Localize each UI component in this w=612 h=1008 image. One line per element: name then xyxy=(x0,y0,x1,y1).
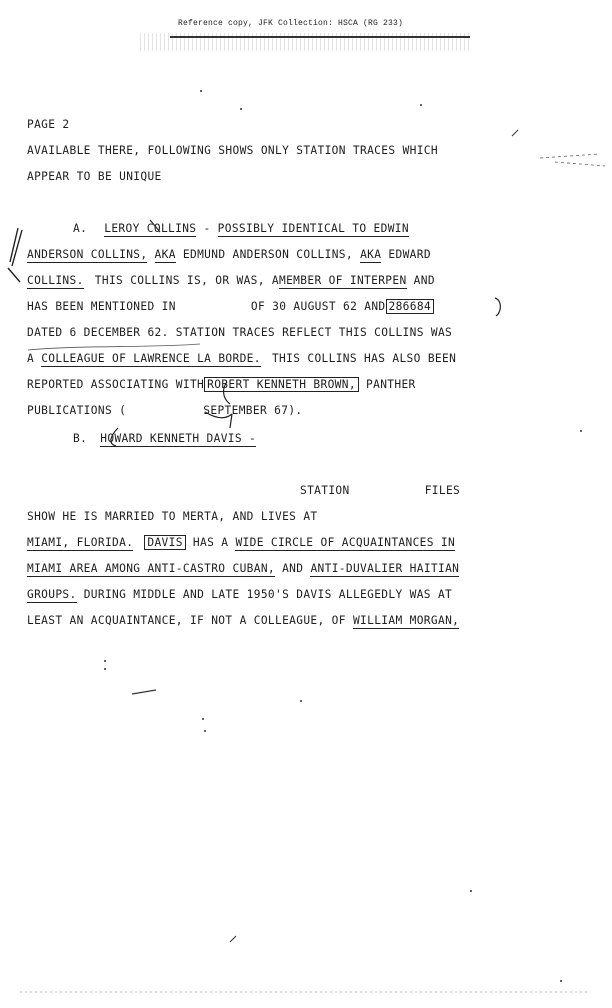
scan-speck xyxy=(420,104,422,106)
paragraph-line-2: APPEAR TO BE UNIQUE xyxy=(27,170,162,183)
scan-speck xyxy=(104,660,106,662)
item-a-dash: - xyxy=(203,222,211,235)
during-1950s: DURING MIDDLE AND LATE 1950'S DAVIS ALLEGEDLY WAS AT xyxy=(83,588,453,601)
scan-speck xyxy=(202,718,204,720)
william-morgan: WILLIAM MORGAN, xyxy=(352,614,460,627)
edmund-collins: EDMUND ANDERSON COLLINS, xyxy=(182,248,353,261)
paragraph-line-1: AVAILABLE THERE, FOLLOWING SHOWS ONLY STATION TRACES WHICH xyxy=(27,144,438,157)
item-a-marker: A. xyxy=(73,222,88,235)
panther: PANTHER xyxy=(366,378,416,391)
item-a-name: LEROY COLLINS xyxy=(104,222,197,235)
item-b-line-2: SHOW HE IS MARRIED TO MERTA, AND LIVES AT xyxy=(27,510,318,523)
davis-box: DAVIS xyxy=(144,535,185,550)
files-word: FILES xyxy=(424,484,461,497)
scan-speck xyxy=(240,108,242,110)
wide-circle: WIDE CIRCLE OF ACQUAINTANCES IN xyxy=(235,536,456,549)
and-word-2: AND xyxy=(282,562,304,575)
of-30-august: OF 30 AUGUST 62 AND xyxy=(250,300,386,313)
collins-is-was: THIS COLLINS IS, OR WAS, A xyxy=(94,274,280,287)
scan-speck xyxy=(104,668,106,670)
station-word: STATION xyxy=(300,484,350,497)
scan-speck xyxy=(560,980,562,982)
publications: PUBLICATIONS ( xyxy=(27,404,127,417)
scan-speck xyxy=(580,430,582,432)
has-a: HAS A xyxy=(192,536,229,549)
groups-word: GROUPS. xyxy=(27,588,77,601)
edward: EDWARD xyxy=(388,248,431,261)
collins-word: COLLINS. xyxy=(27,274,84,287)
miami-florida: MIAMI, FLORIDA. xyxy=(27,536,134,549)
least-acquaintance: LEAST AN ACQUAINTANCE, IF NOT A COLLEAGUE, OF xyxy=(27,614,346,627)
item-b-marker: B. xyxy=(73,432,88,445)
document-number-box: 286684 xyxy=(386,299,435,314)
reference-header: Reference copy, JFK Collection: HSCA (RG 233) xyxy=(178,19,404,28)
scan-speck xyxy=(300,700,302,702)
member-of-interpen: MEMBER OF INTERPEN xyxy=(279,274,407,287)
item-a-possibly: POSSIBLY IDENTICAL TO EDWIN xyxy=(217,222,409,235)
scan-speck xyxy=(470,890,472,892)
anderson-collins: ANDERSON COLLINS, xyxy=(27,248,148,261)
also-been: THIS COLLINS HAS ALSO BEEN xyxy=(271,352,457,365)
miami-area: MIAMI AREA AMONG ANTI-CASTRO CUBAN, xyxy=(27,562,275,575)
scan-speck xyxy=(200,90,202,92)
aka-2: AKA xyxy=(360,248,382,261)
a-article: A xyxy=(27,352,35,365)
and-word: AND xyxy=(413,274,435,287)
page-number: PAGE 2 xyxy=(27,118,70,131)
scan-speck xyxy=(204,730,206,732)
mentioned-in: HAS BEEN MENTIONED IN xyxy=(27,300,176,313)
howard-davis: HOWARD KENNETH DAVIS - xyxy=(100,432,257,445)
september-67: SEPTEMBER 67). xyxy=(203,404,303,417)
robert-brown-box: ROBERT KENNETH BROWN, xyxy=(204,377,359,392)
item-a-line-5: DATED 6 DECEMBER 62. STATION TRACES REFLECT THIS COLLINS WAS xyxy=(27,326,453,339)
aka-1: AKA xyxy=(154,248,176,261)
reported-associating: REPORTED ASSOCIATING WITH xyxy=(27,378,205,391)
colleague-la-borde: COLLEAGUE OF LAWRENCE LA BORDE. xyxy=(41,352,261,365)
anti-duvalier: ANTI-DUVALIER HAITIAN xyxy=(310,562,460,575)
